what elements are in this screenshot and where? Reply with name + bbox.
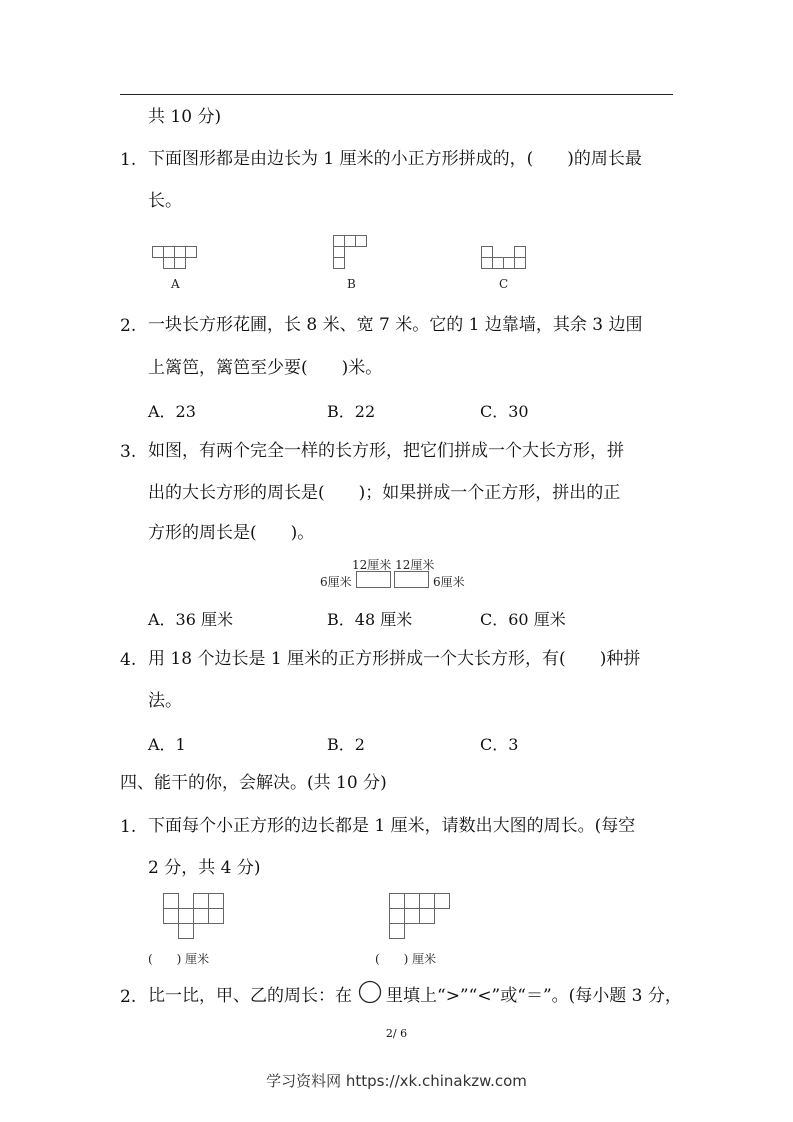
q1-figure-b <box>333 235 373 271</box>
q1-label-c: C <box>499 277 509 291</box>
section4-title: 四、能干的你，会解决。(共 10 分) <box>120 773 387 793</box>
q3-figure-right-label: 6厘米 <box>433 575 465 589</box>
s4-q1-text-line1: 下面每个小正方形的边长都是 1 厘米，请数出大图的周长。(每空 <box>148 816 636 836</box>
q3-figure-rectangles <box>356 571 430 589</box>
s4-q1-number: 1. <box>120 817 137 837</box>
q3-number: 3. <box>120 442 137 462</box>
footer-watermark: 学习资料网 https://xk.chinakzw.com <box>266 1072 527 1090</box>
s4-q1-answer-left: ( ) 厘米 <box>148 952 210 966</box>
q2-text-line1: 一块长方形花圃，长 8 米、宽 7 米。它的 1 边靠墙，其余 3 边围 <box>148 315 643 335</box>
q3-text-line3: 方形的周长是( )。 <box>148 523 315 543</box>
s4-q2-text-before: 比一比，甲、乙的周长：在 <box>148 986 352 1006</box>
q3-option-b: B．48 厘米 <box>327 610 413 629</box>
s4-q1-figure-right <box>389 893 455 943</box>
q4-text-line2: 法。 <box>148 691 182 711</box>
q1-text-line2: 长。 <box>148 191 182 211</box>
header-line: 共 10 分) <box>148 107 222 127</box>
q3-text-line1: 如图，有两个完全一样的长方形，把它们拼成一个大长方形，拼 <box>148 441 624 461</box>
q4-option-c: C．3 <box>480 735 519 754</box>
top-rule <box>120 94 673 95</box>
q4-number: 4. <box>120 650 137 670</box>
q2-option-a: A．23 <box>148 402 196 421</box>
q1-figure-a <box>152 246 202 272</box>
q2-option-b: B．22 <box>327 402 376 421</box>
q3-text-line2: 出的大长方形的周长是( )；如果拼成一个正方形，拼出的正 <box>148 483 621 503</box>
s4-q2-number: 2. <box>120 987 137 1007</box>
s4-q1-figure-left <box>163 893 229 943</box>
q4-text-line1: 用 18 个边长是 1 厘米的正方形拼成一个大长方形，有( )种拼 <box>148 649 641 669</box>
q3-option-c: C．60 厘米 <box>480 610 566 629</box>
q1-number: 1. <box>120 150 137 170</box>
page-number: 2/ 6 <box>385 1027 408 1040</box>
q2-text-line2: 上篱笆，篱笆至少要( )米。 <box>148 358 383 378</box>
q2-option-c: C．30 <box>480 402 529 421</box>
q4-option-a: A．1 <box>148 735 186 754</box>
q1-label-a: A <box>171 277 180 291</box>
q2-number: 2. <box>120 316 137 336</box>
q1-text-line1: 下面图形都是由边长为 1 厘米的小正方形拼成的，( )的周长最 <box>148 149 642 169</box>
s4-q1-text-line2: 2 分，共 4 分) <box>148 858 261 878</box>
q3-figure-top-label: 12厘米 12厘米 <box>352 558 435 572</box>
q3-option-a: A．36 厘米 <box>148 610 234 629</box>
q4-option-b: B．2 <box>327 735 365 754</box>
q1-figure-c <box>481 246 531 272</box>
circle-blank-icon <box>358 980 382 1004</box>
s4-q1-answer-right: ( ) 厘米 <box>375 952 437 966</box>
s4-q2-text-after: 里填上“>”“<”或“＝”。(每小题 3 分， <box>386 986 682 1006</box>
q1-label-b: B <box>347 277 356 291</box>
q3-figure-left-label: 6厘米 <box>320 575 352 589</box>
